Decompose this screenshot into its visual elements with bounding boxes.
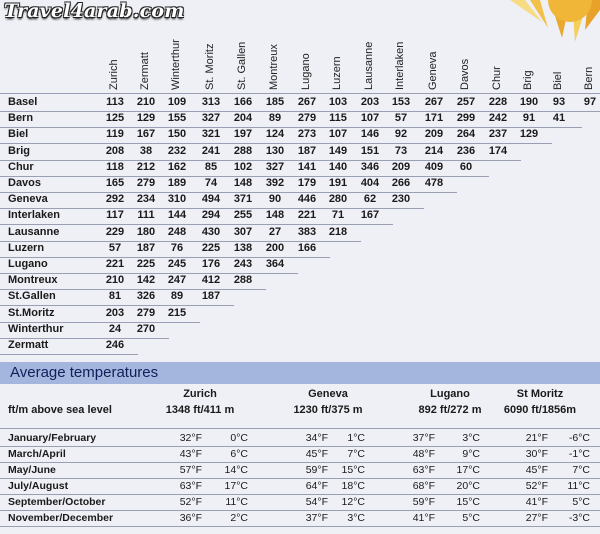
- table-row: [0, 111, 600, 127]
- distance-cell: 208: [105, 144, 125, 157]
- distance-cell: 225: [136, 258, 156, 270]
- distance-cell: 24: [108, 322, 122, 335]
- distance-cell: 404: [360, 177, 380, 189]
- distance-cell: 279: [136, 177, 156, 189]
- distance-cell: 204: [233, 112, 253, 125]
- table-row: [0, 241, 600, 257]
- column-header: [394, 40, 410, 90]
- distance-cell: 155: [167, 112, 187, 125]
- distance-cell: 146: [360, 128, 380, 141]
- distance-cell: 242: [488, 112, 508, 125]
- distance-cell: 310: [167, 193, 187, 206]
- table-row: [0, 479, 600, 494]
- celsius-cell: -3°C: [568, 512, 590, 524]
- row-label: St.Moritz: [8, 306, 55, 319]
- temperature-heading: Average temperatures: [10, 364, 159, 381]
- distance-cell: 57: [108, 241, 122, 254]
- distance-cell: 60: [459, 160, 473, 173]
- distance-cell: 150: [167, 128, 187, 141]
- distance-cell: 292: [105, 193, 125, 206]
- temperature-banner: [0, 362, 600, 384]
- distance-cell: 148: [265, 209, 285, 222]
- distance-cell: 273: [297, 128, 317, 141]
- fahrenheit-cell: 63°F: [412, 464, 435, 476]
- row-label: Winterthur: [8, 322, 64, 335]
- column-header-label: Zermatt: [139, 52, 151, 90]
- distance-cell: 176: [201, 258, 221, 270]
- distance-cell: 280: [328, 193, 348, 206]
- distance-cell: 97: [583, 96, 597, 108]
- column-header-label: Chur: [491, 66, 503, 90]
- period-label: March/April: [8, 448, 66, 460]
- distance-cell: 141: [297, 160, 317, 173]
- distance-cell: 166: [233, 96, 253, 108]
- column-header-label: Biel: [552, 71, 564, 90]
- fahrenheit-cell: 48°F: [412, 448, 435, 460]
- distance-cell: 151: [360, 144, 380, 157]
- distance-cell: 125: [105, 112, 125, 125]
- distance-cell: 243: [233, 258, 253, 270]
- distance-cell: 191: [328, 177, 348, 189]
- fahrenheit-cell: 54°F: [305, 496, 328, 508]
- distance-cell: 115: [329, 112, 347, 125]
- table-row: [0, 495, 600, 510]
- column-header: [363, 40, 379, 90]
- celsius-cell: 7°C: [347, 448, 365, 460]
- distance-cell: 102: [233, 160, 253, 173]
- distance-cell: 288: [233, 274, 253, 287]
- city-elevation: 1348 ft/411 m: [165, 404, 235, 416]
- distance-cell: 174: [488, 144, 508, 157]
- distance-cell: 237: [488, 128, 508, 141]
- column-header-label: Lugano: [300, 53, 312, 90]
- celsius-cell: 11°C: [567, 480, 590, 492]
- distance-cell: 109: [167, 96, 187, 108]
- distance-cell: 234: [136, 193, 156, 206]
- distance-cell: 73: [394, 144, 408, 157]
- distance-cell: 209: [424, 128, 444, 141]
- celsius-cell: 7°C: [572, 464, 590, 476]
- distance-cell: 81: [108, 290, 122, 303]
- watermark-logo: Travel4arab.com: [4, 0, 185, 22]
- period-label: May/June: [8, 464, 56, 476]
- elevation-label: ft/m above sea level: [8, 404, 112, 416]
- fahrenheit-cell: 52°F: [179, 496, 202, 508]
- row-label: Lausanne: [8, 225, 60, 238]
- column-header: [522, 40, 538, 90]
- celsius-cell: 5°C: [572, 496, 590, 508]
- fahrenheit-cell: 57°F: [179, 464, 202, 476]
- column-header-label: Lausanne: [363, 41, 375, 90]
- distance-cell: 57: [394, 112, 408, 125]
- distance-cell: 266: [391, 177, 411, 189]
- distance-cell: 364: [265, 258, 285, 270]
- distance-cell: 129: [519, 128, 539, 141]
- fahrenheit-cell: 43°F: [179, 448, 202, 460]
- fahrenheit-cell: 37°F: [412, 432, 435, 444]
- city-header: St Moritz: [516, 388, 564, 400]
- celsius-cell: 17°C: [224, 480, 248, 492]
- fahrenheit-cell: 45°F: [525, 464, 548, 476]
- distance-cell: 212: [136, 160, 156, 173]
- row-label: Brig: [8, 144, 30, 157]
- table-row: [0, 160, 600, 176]
- distance-cell: 327: [201, 112, 221, 125]
- distance-cell: 187: [201, 290, 221, 303]
- distance-cell: 210: [105, 274, 125, 287]
- celsius-cell: 20°C: [456, 480, 480, 492]
- row-label: Bern: [8, 112, 34, 125]
- distance-cell: 197: [233, 128, 253, 141]
- distance-cell: 346: [360, 160, 380, 173]
- row-label: Lugano: [8, 258, 48, 270]
- row-label: Davos: [8, 177, 42, 189]
- distance-cell: 294: [201, 209, 221, 222]
- distance-cell: 478: [424, 177, 444, 189]
- table-row: [0, 208, 600, 224]
- distance-cell: 210: [136, 96, 156, 108]
- distance-cell: 236: [456, 144, 476, 157]
- table-row: [0, 95, 600, 111]
- fahrenheit-cell: 52°F: [525, 480, 548, 492]
- distance-cell: 230: [391, 193, 411, 206]
- celsius-cell: 6°C: [230, 448, 248, 460]
- column-header: [139, 40, 155, 90]
- distance-cell: 203: [105, 306, 125, 319]
- distance-cell: 89: [268, 112, 282, 125]
- distance-cell: 148: [233, 177, 253, 189]
- distance-cell: 279: [136, 306, 156, 319]
- distance-cell: 245: [167, 258, 187, 270]
- distance-cell: 180: [136, 225, 156, 238]
- distance-cell: 215: [167, 306, 187, 319]
- distance-cell: 326: [136, 290, 156, 303]
- column-header-label: St. Moritz: [204, 43, 216, 90]
- distance-cell: 162: [167, 160, 187, 173]
- table-row: [0, 127, 600, 143]
- table-row: [0, 144, 600, 160]
- fahrenheit-cell: 21°F: [525, 432, 548, 444]
- distance-cell: 129: [136, 112, 156, 125]
- distance-cell: 203: [360, 96, 380, 108]
- distance-cell: 321: [201, 128, 221, 141]
- distance-cell: 179: [297, 177, 317, 189]
- distance-cell: 107: [360, 112, 380, 125]
- fahrenheit-cell: 30°F: [525, 448, 548, 460]
- row-label: St.Gallen: [8, 290, 56, 303]
- distance-cell: 41: [552, 112, 566, 125]
- city-header: Zurich: [183, 388, 217, 400]
- celsius-cell: 12°C: [341, 496, 365, 508]
- column-header: [459, 40, 475, 90]
- distance-cell: 288: [233, 144, 253, 157]
- fahrenheit-cell: 64°F: [305, 480, 328, 492]
- celsius-cell: -1°C: [568, 448, 590, 460]
- distance-cell: 165: [105, 177, 125, 189]
- fahrenheit-cell: 37°F: [305, 512, 328, 524]
- distance-cell: 107: [328, 128, 348, 141]
- celsius-cell: 14°C: [224, 464, 248, 476]
- table-row: [0, 289, 600, 305]
- distance-cell: 267: [297, 96, 317, 108]
- distance-cell: 111: [137, 209, 155, 222]
- distance-cell: 267: [424, 96, 444, 108]
- fahrenheit-cell: 68°F: [412, 480, 435, 492]
- distance-cell: 140: [328, 160, 348, 173]
- distance-cell: 130: [265, 144, 285, 157]
- distance-cell: 138: [233, 241, 253, 254]
- table-row: [0, 192, 600, 208]
- column-header: [583, 40, 599, 90]
- header-divider: [0, 428, 600, 429]
- row-label: Interlaken: [8, 209, 60, 222]
- distance-cell: 117: [106, 209, 124, 222]
- fahrenheit-cell: 36°F: [179, 512, 202, 524]
- distance-cell: 494: [201, 193, 221, 206]
- distance-cell: 229: [105, 225, 125, 238]
- distance-cell: 92: [394, 128, 408, 141]
- column-header-label: St. Gallen: [236, 41, 248, 90]
- distance-cell: 255: [233, 209, 253, 222]
- period-label: September/October: [8, 496, 106, 508]
- distance-cell: 246: [105, 339, 125, 351]
- distance-cell: 327: [265, 160, 285, 173]
- city-header: Lugano: [430, 388, 470, 400]
- distance-cell: 371: [233, 193, 253, 206]
- row-divider: [0, 354, 138, 355]
- distance-cell: 225: [201, 241, 221, 254]
- column-header-label: Brig: [522, 70, 534, 90]
- distance-cell: 412: [201, 274, 221, 287]
- period-label: November/December: [8, 512, 114, 524]
- celsius-cell: 5°C: [462, 512, 480, 524]
- fahrenheit-cell: 63°F: [179, 480, 202, 492]
- distance-cell: 200: [265, 241, 285, 254]
- table-row: [0, 322, 600, 338]
- distance-cell: 187: [136, 241, 156, 254]
- fahrenheit-cell: 41°F: [412, 512, 435, 524]
- celsius-cell: 2°C: [230, 512, 248, 524]
- distance-cell: 118: [106, 160, 124, 173]
- city-elevation: 6090 ft/1856m: [503, 404, 577, 416]
- celsius-cell: 17°C: [456, 464, 480, 476]
- celsius-cell: 3°C: [462, 432, 480, 444]
- distance-cell: 221: [105, 258, 125, 270]
- table-row: [0, 511, 600, 526]
- distance-cell: 430: [201, 225, 221, 238]
- distance-cell: 313: [201, 96, 221, 108]
- distance-cell: 119: [106, 128, 124, 141]
- distance-cell: 214: [424, 144, 444, 157]
- column-header-label: Geneva: [427, 51, 439, 90]
- distance-cell: 93: [552, 96, 566, 108]
- distance-cell: 166: [297, 241, 317, 254]
- celsius-cell: 15°C: [341, 464, 365, 476]
- distance-cell: 144: [167, 209, 187, 222]
- column-header-label: Montreux: [268, 44, 280, 90]
- distance-cell: 90: [268, 193, 282, 206]
- column-header: [108, 40, 124, 90]
- distance-cell: 307: [233, 225, 253, 238]
- city-elevation: 1230 ft/375 m: [293, 404, 363, 416]
- row-label: Luzern: [8, 241, 45, 254]
- table-row: [0, 338, 600, 354]
- celsius-cell: 0°C: [230, 432, 248, 444]
- distance-cell: 228: [488, 96, 508, 108]
- distance-cell: 91: [522, 112, 536, 125]
- table-row: [0, 306, 600, 322]
- row-label: Zermatt: [8, 339, 49, 351]
- distance-cell: 124: [265, 128, 285, 141]
- row-label: Chur: [8, 160, 34, 173]
- fahrenheit-cell: 34°F: [305, 432, 328, 444]
- column-header-label: Winterthur: [170, 39, 182, 90]
- distance-cell: 392: [265, 177, 285, 189]
- celsius-cell: 18°C: [341, 480, 365, 492]
- column-header: [204, 40, 220, 90]
- distance-cell: 62: [363, 193, 377, 206]
- table-row: [0, 447, 600, 462]
- celsius-cell: 1°C: [347, 432, 365, 444]
- column-header-label: Davos: [459, 58, 471, 90]
- distance-cell: 103: [328, 96, 348, 108]
- celsius-cell: 9°C: [462, 448, 480, 460]
- column-header-label: Zurich: [108, 59, 120, 90]
- distance-cell: 171: [424, 112, 444, 125]
- distance-cell: 76: [170, 241, 184, 254]
- city-elevation: 892 ft/272 m: [418, 404, 482, 416]
- distance-cell: 232: [167, 144, 187, 157]
- fahrenheit-cell: 41°F: [525, 496, 548, 508]
- row-label: Biel: [8, 128, 29, 141]
- distance-cell: 209: [391, 160, 411, 173]
- distance-cell: 383: [297, 225, 317, 238]
- distance-cell: 187: [297, 144, 317, 157]
- column-header: [300, 40, 316, 90]
- distance-cell: 167: [360, 209, 380, 222]
- distance-cell: 190: [519, 96, 539, 108]
- distance-cell: 74: [204, 177, 218, 189]
- distance-cell: 299: [456, 112, 476, 125]
- distance-cell: 185: [265, 96, 285, 108]
- fahrenheit-cell: 27°F: [525, 512, 548, 524]
- distance-cell: 264: [456, 128, 476, 141]
- row-label: Montreux: [8, 274, 58, 287]
- distance-cell: 38: [139, 144, 153, 157]
- column-header-label: Luzern: [331, 56, 343, 90]
- table-row: [0, 257, 600, 273]
- column-header: [268, 40, 284, 90]
- column-header: [552, 40, 568, 90]
- table-row: [0, 225, 600, 241]
- distance-cell: 113: [106, 96, 124, 108]
- distance-cell: 247: [167, 274, 187, 287]
- distance-cell: 189: [167, 177, 187, 189]
- distance-cell: 85: [204, 160, 218, 173]
- column-header: [236, 40, 252, 90]
- distance-cell: 241: [201, 144, 221, 157]
- distance-cell: 27: [268, 225, 282, 238]
- celsius-cell: 3°C: [347, 512, 365, 524]
- table-row: [0, 463, 600, 478]
- distance-cell: 279: [297, 112, 317, 125]
- distance-cell: 89: [170, 290, 184, 303]
- fahrenheit-cell: 45°F: [305, 448, 328, 460]
- city-header: Geneva: [308, 388, 348, 400]
- period-label: January/February: [8, 432, 97, 444]
- distance-cell: 257: [456, 96, 476, 108]
- column-header: [170, 40, 186, 90]
- fahrenheit-cell: 59°F: [305, 464, 328, 476]
- fahrenheit-cell: 59°F: [412, 496, 435, 508]
- table-row: [0, 273, 600, 289]
- column-header: [331, 40, 347, 90]
- column-header-label: Interlaken: [394, 41, 406, 90]
- fahrenheit-cell: 32°F: [179, 432, 202, 444]
- column-header: [491, 40, 507, 90]
- celsius-cell: -6°C: [568, 432, 590, 444]
- distance-cell: 218: [328, 225, 348, 238]
- distance-cell: 248: [167, 225, 187, 238]
- distance-cell: 71: [331, 209, 345, 222]
- period-label: July/August: [8, 480, 69, 492]
- column-header-label: Bern: [583, 66, 595, 90]
- distance-cell: 409: [424, 160, 444, 173]
- celsius-cell: 11°C: [225, 496, 248, 508]
- row-label: Geneva: [8, 193, 48, 206]
- row-label: Basel: [8, 96, 38, 108]
- row-divider: [0, 526, 600, 527]
- celsius-cell: 15°C: [456, 496, 480, 508]
- column-header: [427, 40, 443, 90]
- distance-cell: 153: [391, 96, 411, 108]
- distance-cell: 142: [136, 274, 156, 287]
- distance-cell: 167: [136, 128, 156, 141]
- distance-cell: 149: [328, 144, 348, 157]
- distance-cell: 221: [297, 209, 317, 222]
- distance-cell: 446: [297, 193, 317, 206]
- distance-cell: 270: [136, 322, 156, 335]
- header-divider: [0, 93, 600, 94]
- table-row: [0, 176, 600, 192]
- table-row: [0, 431, 600, 446]
